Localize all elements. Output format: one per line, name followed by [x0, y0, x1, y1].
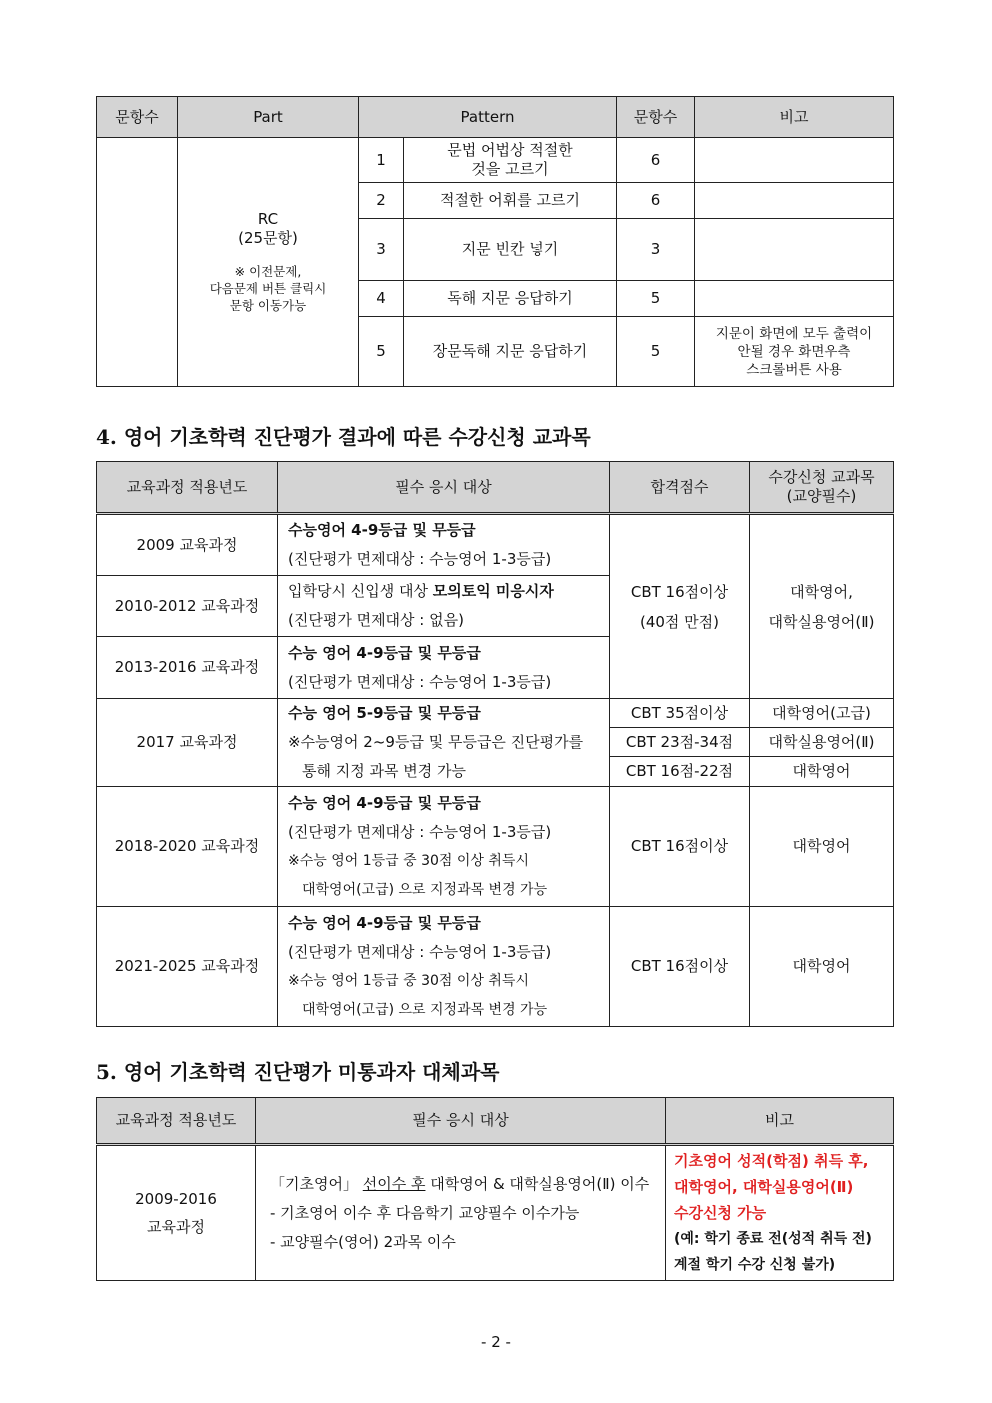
year-2010: 2010-2012 교육과정 — [97, 576, 278, 637]
target-line: - 기초영어 이수 후 다음학기 교양필수 이수가능 — [270, 1203, 580, 1222]
section5-title: 5. 영어 기초학력 진단평가 미통과자 대체과목 — [96, 1060, 500, 1084]
part-note-2: 다음문제 버튼 클릭시 — [209, 281, 327, 297]
target-line: ※수능 영어 1등급 중 30점 이상 취득시 — [288, 972, 529, 989]
score-2018: CBT 16점이상 — [610, 787, 750, 907]
part-count: (25문항) — [238, 228, 298, 247]
row-count: 3 — [617, 219, 695, 281]
target-line: 수능영어 4-9등급 및 무등급 — [288, 521, 476, 539]
target-line: (진단평가 면제대상 : 수능영어 1-3등급) — [288, 550, 552, 568]
substitute-note — [666, 1145, 894, 1281]
header-note: 비고 — [695, 97, 894, 138]
score-2017-3: CBT 16점-22점 — [610, 757, 750, 787]
note-red-line: 수강신청 가능 — [674, 1204, 767, 1222]
year-2013: 2013-2016 교육과정 — [97, 637, 278, 699]
row-pattern — [404, 138, 617, 183]
header-year: 교육과정 적용년도 — [97, 1098, 256, 1145]
part-cell — [178, 138, 359, 387]
note-red-line: 대학영어, 대학실용영어(Ⅱ) — [674, 1178, 854, 1196]
target-line: - 교양필수(영어) 2과목 이수 — [270, 1232, 456, 1251]
row-count: 5 — [617, 281, 695, 317]
substitute-table — [96, 1097, 894, 1281]
pattern-line: 것을 고르기 — [471, 160, 549, 178]
note-red-line: 기초영어 성적(학점) 취득 후, — [674, 1152, 869, 1170]
target-text-underline: 선이수 후 — [362, 1174, 426, 1193]
row-no: 5 — [359, 317, 404, 387]
row-no: 4 — [359, 281, 404, 317]
target-line: 수능 영어 5-9등급 및 무등급 — [288, 704, 481, 722]
year-line: 교육과정 — [147, 1218, 205, 1236]
score-2017-2: CBT 23점-34점 — [610, 728, 750, 757]
course-table — [96, 461, 894, 1027]
part-note-3: 문항 이동가능 — [229, 298, 307, 314]
target-line: (진단평가 면제대상 : 수능영어 1-3등급) — [288, 942, 552, 961]
row-no: 2 — [359, 183, 404, 219]
year-2018: 2018-2020 교육과정 — [97, 787, 278, 907]
header-target: 필수 응시 대상 — [278, 462, 610, 514]
row-note — [695, 183, 894, 219]
target-2010 — [278, 576, 610, 637]
course-2018: 대학영어 — [750, 787, 894, 907]
target-text: 입학당시 신입생 대상 — [288, 582, 433, 600]
year-2017: 2017 교육과정 — [97, 699, 278, 787]
target-line: ※수능 영어 1등급 중 30점 이상 취득시 — [288, 852, 529, 869]
target-line: (진단평가 면제대상 : 없음) — [288, 611, 464, 629]
note-line: 계절 학기 수강 신청 불가) — [674, 1257, 836, 1273]
pattern-line: 문법 어법상 적절한 — [447, 141, 573, 160]
target-text-bold: 모의토익 미응시자 — [432, 582, 554, 600]
header-score: 합격점수 — [610, 462, 750, 514]
row-count: 6 — [617, 183, 695, 219]
row-count: 5 — [617, 317, 695, 387]
year-2021: 2021-2025 교육과정 — [97, 907, 278, 1027]
course-2017-1: 대학영어(고급) — [750, 699, 894, 728]
row-note — [695, 281, 894, 317]
header-part: Part — [178, 97, 359, 138]
row-no: 3 — [359, 219, 404, 281]
target-line: 수능 영어 4-9등급 및 무등급 — [288, 793, 481, 812]
target-2021 — [278, 907, 610, 1027]
row-pattern: 장문독해 지문 응답하기 — [404, 317, 617, 387]
row-note — [695, 317, 894, 387]
header-year: 교육과정 적용년도 — [97, 462, 278, 514]
header-target: 필수 응시 대상 — [256, 1098, 666, 1145]
target-line: 수능 영어 4-9등급 및 무등급 — [288, 643, 481, 662]
year-line: 2009-2016 — [135, 1190, 217, 1208]
row-pattern: 독해 지문 응답하기 — [404, 281, 617, 317]
note-line: 스크롤버튼 사용 — [746, 361, 842, 378]
target-line: (진단평가 면제대상 : 수능영어 1-3등급) — [288, 672, 552, 691]
score-2017-1: CBT 35점이상 — [610, 699, 750, 728]
target-line: 통해 지정 과목 변경 가능 — [302, 762, 466, 780]
header-course — [750, 462, 894, 514]
row-note — [695, 219, 894, 281]
row-pattern: 지문 빈칸 넣기 — [404, 219, 617, 281]
row-pattern: 적절한 어휘를 고르기 — [404, 183, 617, 219]
year-2009: 2009 교육과정 — [97, 514, 278, 576]
course-2021: 대학영어 — [750, 907, 894, 1027]
substitute-target — [256, 1145, 666, 1281]
target-text: 「기초영어」 — [270, 1174, 363, 1193]
row-note — [695, 138, 894, 183]
target-line: (진단평가 면제대상 : 수능영어 1-3등급) — [288, 822, 552, 841]
target-2009 — [278, 514, 610, 576]
target-2017 — [278, 699, 610, 787]
target-line: 대학영어(고급) 으로 지정과목 변경 가능 — [302, 881, 548, 898]
score-line: (40점 만점) — [639, 612, 720, 631]
year-2009-2016 — [97, 1145, 256, 1281]
course-2017-3: 대학영어 — [750, 757, 894, 787]
target-line: ※수능영어 2~9등급 및 무등급은 진단평가를 — [288, 733, 584, 751]
score-line: CBT 16점이상 — [630, 582, 729, 601]
count-cell — [97, 138, 178, 387]
course-line: 대학영어, — [790, 582, 853, 601]
header-course-line1: 수강신청 교과목 — [768, 468, 875, 487]
note-line: (예: 학기 종료 전(성적 취득 전) — [674, 1231, 872, 1247]
row-count: 6 — [617, 138, 695, 183]
target-2018 — [278, 787, 610, 907]
part-note-1: ※ 이전문제, — [234, 264, 302, 280]
note-line: 지문이 화면에 모두 출력이 — [715, 325, 873, 342]
header-count: 문항수 — [97, 97, 178, 138]
pattern-table — [96, 96, 894, 387]
page-number: - 2 - — [481, 1333, 511, 1351]
score-2021: CBT 16점이상 — [610, 907, 750, 1027]
target-line: 대학영어(고급) 으로 지정과목 변경 가능 — [302, 1001, 548, 1018]
header-note: 비고 — [666, 1098, 894, 1145]
group1-course — [750, 514, 894, 699]
part-title: RC — [257, 209, 279, 228]
target-text: 대학영어 & 대학실용영어(Ⅱ) 이수 — [425, 1174, 650, 1193]
course-2017-2: 대학실용영어(Ⅱ) — [750, 728, 894, 757]
note-line: 안될 경우 화면우측 — [737, 343, 851, 360]
header-pattern: Pattern — [359, 97, 617, 138]
section4-title: 4. 영어 기초학력 진단평가 결과에 따른 수강신청 교과목 — [96, 425, 591, 449]
target-2013 — [278, 637, 610, 699]
header-course-line2: (교양필수) — [786, 487, 857, 505]
header-count2: 문항수 — [617, 97, 695, 138]
target-line: 수능 영어 4-9등급 및 무등급 — [288, 913, 481, 932]
group1-score — [610, 514, 750, 699]
course-line: 대학실용영어(Ⅱ) — [768, 612, 875, 631]
row-no: 1 — [359, 138, 404, 183]
